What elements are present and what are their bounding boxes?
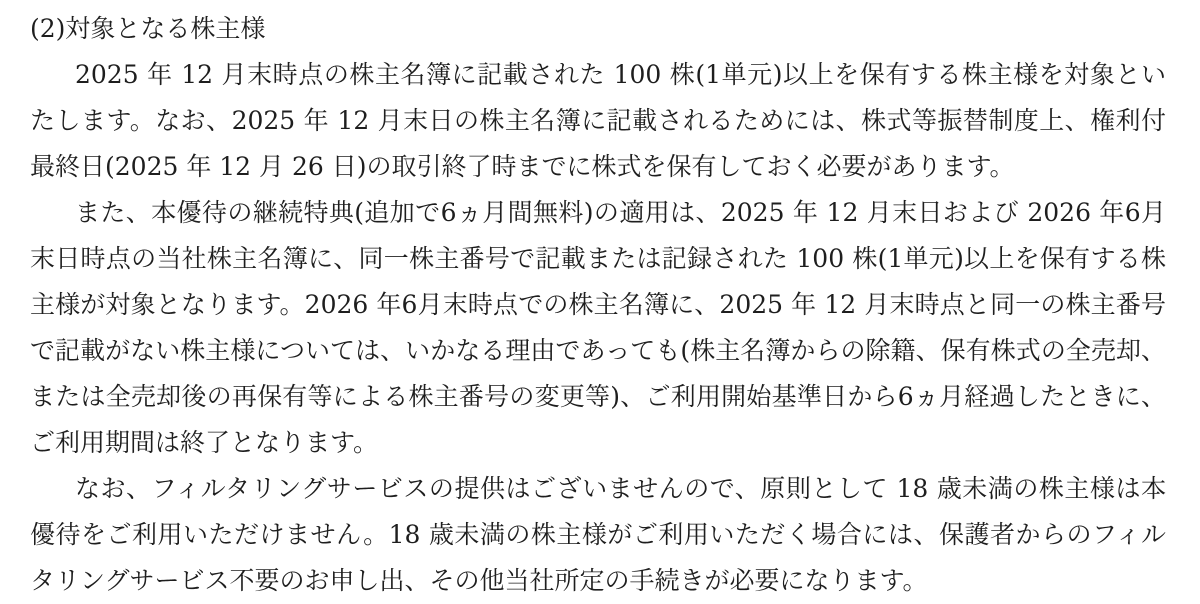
paragraph-filtering-service-note: なお、フィルタリングサービスの提供はございませんので、原則として 18 歳未満の株主様は本優待をご利用いただけません。18 歳未満の株主様がご利用いただく場合には、保護者からのフィルタリングサービス不要のお申し出、その他当社所定の手続きが必要になります。 xyxy=(30,474,1166,595)
section-heading: (2)対象となる株主様 xyxy=(30,14,266,43)
paragraph-eligible-shareholders: 2025 年 12 月末時点の株主名簿に記載された 100 株(1単元)以上を保有する株主様を対象といたします。なお、2025 年 12 月末日の株主名簿に記載されるためには、株式等振替制度上、権利付最終日(2025 年 12 月 26 日)の取引終了時までに株式を保有しておく必要があります。 xyxy=(30,60,1166,181)
paragraph-continuation-benefit: また、本優待の継続特典(追加で6ヵ月間無料)の適用は、2025 年 12 月末日および 2026 年6月末日時点の当社株主名簿に、同一株主番号で記載または記録された 100 株(1単元)以上を保有する株主様が対象となります。2026 年6月末時点での株主名簿に、2025 年 12 月末時点と同一の株主番号で記載がない株主様については、いかなる理由であっても(株主名簿からの除籍、保有株式の全売却、または全売却後の再保有等による株主番号の変更等)、ご利用開始基準日から6ヵ月経過したときに、ご利用期間は終了となります。 xyxy=(30,198,1166,457)
